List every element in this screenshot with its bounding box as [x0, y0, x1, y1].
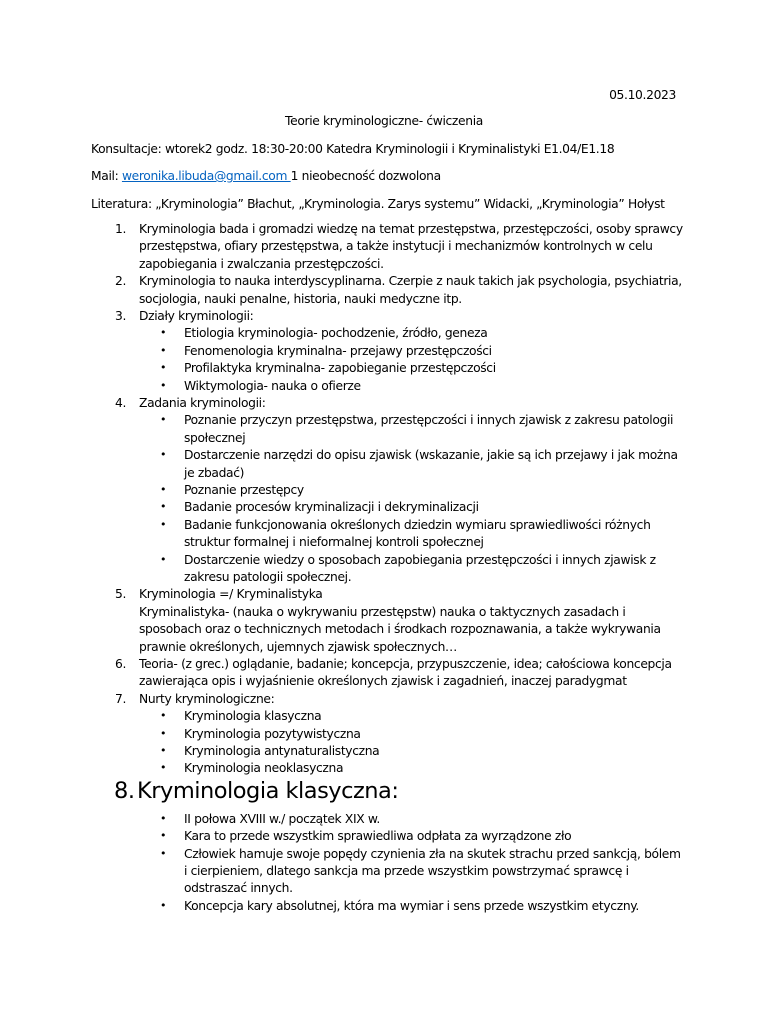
bullet-icon: • — [160, 413, 167, 427]
list-item-text: Teoria- (z grec.) oglądanie, badanie; koncepcja, przypuszczenie, idea; całościowa koncepcja — [139, 657, 672, 671]
bullet-text: Badanie procesów kryminalizacji i dekryminalizacji — [184, 500, 479, 515]
bullet-icon: • — [160, 744, 167, 757]
list-item-number: 6. — [115, 657, 127, 671]
list-item-text: Kryminologia bada i gromadzi wiedzę na temat przestępstwa, przestępczości, osoby sprawcy — [139, 222, 683, 236]
bullet-icon: • — [160, 829, 167, 843]
bullet-icon: • — [160, 811, 167, 825]
bullet-text: Poznanie przyczyn przestępstwa, przestępczości i innych zjawisk z zakresu patologii — [184, 413, 674, 428]
bullet-text: Profilaktyka kryminalna- zapobieganie przestępczości — [184, 361, 496, 376]
bullet-text: Kryminologia antynaturalistyczna — [184, 744, 380, 758]
bullet-text: Kryminologia pozytywistyczna — [184, 726, 361, 741]
bullet-text: struktur formalnej i nieformalnej kontroli społecznej — [184, 535, 484, 550]
bullet-text: Dostarczenie wiedzy o sposobach zapobiegania przestępczości i innych zjawisk z — [184, 552, 656, 567]
bullet-text: Kryminologia klasyczna — [184, 709, 322, 724]
list-item-text: sposobach oraz o technicznych metodach i środkach rozpoznawania, a także wykrywania — [139, 622, 661, 637]
list-item-text: Kryminologia to nauka interdyscyplinarna. Czerpie z nauk takich jak psychologia, psychiatria, — [139, 274, 682, 289]
section-heading: Kryminologia klasyczna: — [137, 777, 399, 804]
bullet-text: zakresu patologii społecznej. — [184, 570, 352, 584]
list-item-text: zawierająca opis i wyjaśnienie określonych zjawisk i zagadnień, inaczej paradygmat — [139, 674, 627, 689]
bullet-icon: • — [160, 898, 167, 912]
mail-line — [91, 168, 441, 184]
list-item-text: Zadania kryminologii: — [139, 396, 266, 410]
document-title: Teorie kryminologiczne- ćwiczenia — [285, 114, 483, 128]
list-item-number: 2. — [115, 274, 127, 289]
bullet-icon: • — [160, 517, 167, 531]
bullet-icon: • — [160, 709, 167, 723]
bullet-text: Dostarczenie narzędzi do opisu zjawisk (wskazanie, jakie są ich przejawy i jak można — [184, 448, 678, 463]
bullet-text: II połowa XVIII w./ początek XIX w. — [184, 811, 380, 826]
bullet-text: Poznanie przestępcy — [184, 483, 304, 497]
bullet-text: Koncepcja kary absolutnej, która ma wymiar i sens przede wszystkim etyczny. — [184, 898, 639, 913]
email-link[interactable]: weronika.libuda@gmail.com — [121, 169, 291, 183]
bullet-text: Wiktymologia- nauka o ofierze — [184, 378, 361, 393]
list-item-number: 8. — [114, 777, 135, 804]
list-item-text: prawnie określonych, ujemnych zjawisk społecznych… — [139, 639, 457, 654]
bullet-icon: • — [160, 378, 167, 392]
bullet-icon: • — [160, 552, 167, 566]
list-item-number: 3. — [115, 309, 127, 323]
consultations-line: Konsultacje: wtorek2 godz. 18:30-20:00 Katedra Kryminologii i Kryminalistyki E1.04/E1.18 — [91, 142, 615, 156]
bullet-text: odstraszać innych. — [184, 881, 293, 896]
bullet-icon: • — [160, 846, 167, 860]
bullet-icon: • — [160, 761, 167, 775]
mail-label: Mail: — [91, 169, 122, 183]
bullet-icon: • — [160, 500, 167, 514]
bullet-icon: • — [160, 361, 167, 375]
list-item-text: Kryminologia =/ Kryminalistyka — [139, 587, 323, 602]
bullet-text: Badanie funkcjonowania określonych dziedzin wymiaru sprawiedliwości różnych — [184, 517, 651, 532]
bullet-text: Kara to przede wszystkim sprawiedliwa odpłata za wyrządzone zło — [184, 829, 572, 844]
list-item-text: zapobiegania i zwalczania przestępczości. — [139, 256, 384, 271]
bullet-text: je zbadać) — [184, 465, 245, 480]
bullet-text: i cierpieniem, dlatego sankcja ma przede wszystkim powstrzymać sprawcę i — [184, 864, 629, 878]
bullet-icon: • — [160, 343, 167, 357]
bullet-text: Człowiek hamuje swoje popędy czynienia zła na skutek strachu przed sankcją, bólem — [184, 846, 681, 861]
list-item-number: 1. — [115, 222, 127, 236]
list-item-number: 5. — [115, 587, 127, 602]
bullet-icon: • — [160, 326, 167, 340]
list-item-text: Działy kryminologii: — [139, 309, 254, 323]
bullet-text: społecznej — [184, 430, 246, 445]
bullet-text: Fenomenologia kryminalna- przejawy przestępczości — [184, 343, 492, 358]
list-item-text: socjologia, nauki penalne, historia, nauki medyczne itp. — [139, 291, 462, 306]
bullet-icon: • — [160, 448, 167, 462]
literature-line: Literatura: „Kryminologia” Błachut, „Kryminologia. Zarys systemu” Widacki, „Kryminologia” Hołyst — [91, 197, 665, 211]
list-item-text: Kryminalistyka- (nauka o wykrywaniu przestępstw) nauka o taktycznych zasadach i — [139, 604, 626, 619]
bullet-text: Kryminologia neoklasyczna — [184, 761, 344, 776]
bullet-text: Etiologia kryminologia- pochodzenie, źródło, geneza — [184, 326, 488, 341]
list-item-text: Nurty kryminologiczne: — [139, 691, 275, 706]
bullet-icon: • — [160, 726, 167, 740]
list-item-number: 7. — [115, 691, 127, 706]
list-item-number: 4. — [115, 396, 127, 410]
bullet-icon: • — [160, 483, 167, 496]
mail-suffix: 1 nieobecność dozwolona — [290, 169, 441, 183]
list-item-text: przestępstwa, ofiary przestępstwa, a także instytucji i mechanizmów kontrolnych w celu — [139, 239, 653, 254]
document-date: 05.10.2023 — [609, 88, 676, 102]
